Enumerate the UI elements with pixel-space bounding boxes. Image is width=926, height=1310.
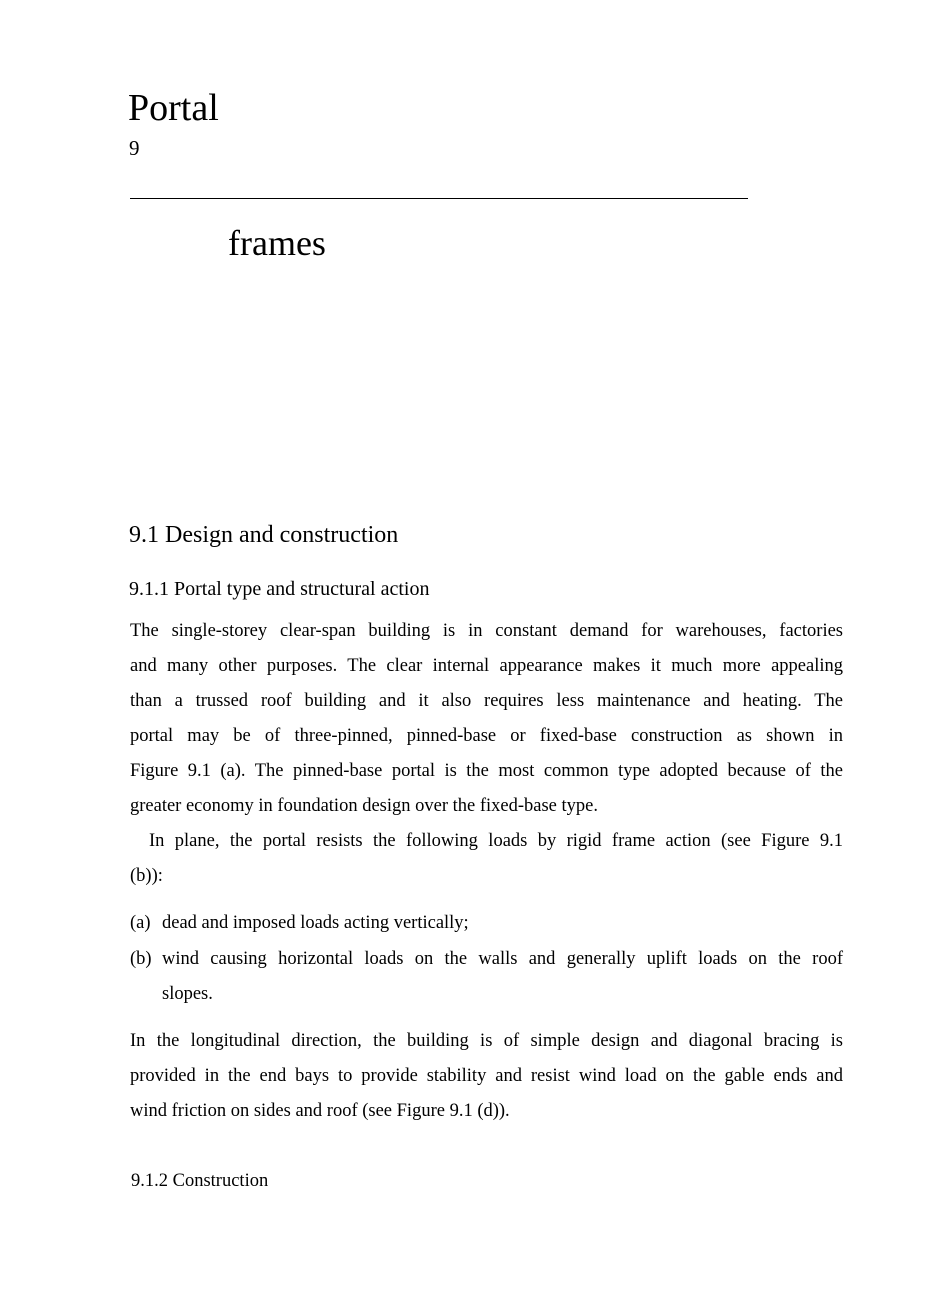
- chapter-title-portal: Portal: [128, 87, 219, 129]
- paragraph-line: than a trussed roof building and it also requires less maintenance and heating. The: [130, 691, 843, 711]
- list-marker: (b): [130, 949, 152, 969]
- paragraph-line: greater economy in foundation design over the fixed-base type.: [130, 796, 598, 816]
- paragraph-line: portal may be of three-pinned, pinned-base or fixed-base construction as shown in: [130, 726, 843, 746]
- paragraph-line: provided in the end bays to provide stability and resist wind load on the gable ends and: [130, 1066, 843, 1086]
- paragraph-line: In the longitudinal direction, the building is of simple design and diagonal bracing is: [130, 1031, 843, 1051]
- paragraph-line: wind friction on sides and roof (see Figure 9.1 (d)).: [130, 1101, 510, 1121]
- list-item: dead and imposed loads acting vertically;: [162, 913, 469, 933]
- chapter-number: 9: [129, 136, 140, 160]
- paragraph-line: Figure 9.1 (a). The pinned-base portal is the most common type adopted because of the: [130, 761, 843, 781]
- chapter-rule: [130, 198, 748, 199]
- section-heading: 9.1 Design and construction: [129, 522, 399, 548]
- paragraph-line: (b)):: [130, 866, 163, 886]
- paragraph-line: and many other purposes. The clear internal appearance makes it much more appealing: [130, 656, 843, 676]
- subsection-heading: 9.1.1 Portal type and structural action: [129, 578, 430, 600]
- list-item: wind causing horizontal loads on the walls and generally uplift loads on the roof: [162, 949, 843, 969]
- list-item: slopes.: [162, 984, 213, 1004]
- chapter-title-frames: frames: [228, 223, 326, 263]
- subsection-heading: 9.1.2 Construction: [131, 1171, 269, 1191]
- paragraph-line: In plane, the portal resists the following loads by rigid frame action (see Figure 9.1: [149, 831, 843, 851]
- list-marker: (a): [130, 913, 151, 933]
- paragraph-line: The single-storey clear-span building is in constant demand for warehouses, factories: [130, 621, 843, 641]
